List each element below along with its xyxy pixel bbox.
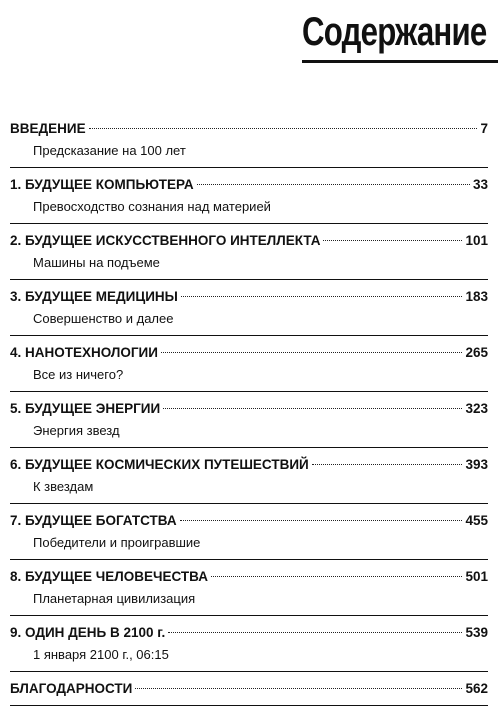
table-of-contents bbox=[10, 118, 488, 712]
toc-page-number: 183 bbox=[465, 289, 488, 304]
toc-entry-title: 9. ОДИН ДЕНЬ В 2100 г. bbox=[10, 625, 166, 640]
toc-entry-acknowledgements[interactable] bbox=[10, 678, 488, 700]
toc-entry-chapter-3[interactable] bbox=[10, 286, 488, 330]
toc-entry-subtitle: 1 января 2100 г., 06:15 bbox=[33, 647, 169, 662]
dot-leader bbox=[211, 576, 462, 577]
toc-entry-chapter-1[interactable] bbox=[10, 174, 488, 218]
dot-leader bbox=[168, 632, 462, 633]
dot-leader bbox=[89, 128, 478, 129]
toc-page-number: 7 bbox=[480, 121, 488, 136]
dot-leader bbox=[197, 184, 470, 185]
toc-page-number: 539 bbox=[465, 625, 488, 640]
divider bbox=[10, 391, 488, 392]
divider bbox=[10, 279, 488, 280]
toc-entry-title: 2. БУДУЩЕЕ ИСКУССТВЕННОГО ИНТЕЛЛЕКТА bbox=[10, 233, 321, 248]
dot-leader bbox=[323, 240, 462, 241]
toc-entry-subtitle: К звездам bbox=[33, 479, 94, 494]
dot-leader bbox=[181, 296, 463, 297]
toc-entry-subtitle: Совершенство и далее bbox=[33, 311, 174, 326]
toc-entry-chapter-6[interactable] bbox=[10, 454, 488, 498]
toc-entry-chapter-7[interactable] bbox=[10, 510, 488, 554]
toc-page-number: 455 bbox=[465, 513, 488, 528]
divider bbox=[10, 335, 488, 336]
toc-entry-title: 8. БУДУЩЕЕ ЧЕЛОВЕЧЕСТВА bbox=[10, 569, 208, 584]
toc-page-number: 33 bbox=[472, 177, 488, 192]
dot-leader bbox=[163, 408, 462, 409]
toc-entry-title: 1. БУДУЩЕЕ КОМПЬЮТЕРА bbox=[10, 177, 194, 192]
toc-page-number: 501 bbox=[465, 569, 488, 584]
toc-entry-subtitle: Планетарная цивилизация bbox=[33, 591, 196, 606]
divider bbox=[10, 503, 488, 504]
page-header bbox=[250, 6, 486, 58]
dot-leader bbox=[312, 464, 463, 465]
toc-entry-subtitle: Превосходство сознания над материей bbox=[33, 199, 271, 214]
divider bbox=[10, 223, 488, 224]
toc-page-number: 562 bbox=[465, 681, 488, 696]
toc-entry-subtitle: Победители и проигравшие bbox=[33, 535, 201, 550]
toc-entry-introduction[interactable] bbox=[10, 118, 488, 162]
toc-entry-chapter-8[interactable] bbox=[10, 566, 488, 610]
toc-entry-subtitle: Машины на подъеме bbox=[33, 255, 160, 270]
toc-page-number: 101 bbox=[465, 233, 488, 248]
toc-page-number: 323 bbox=[465, 401, 488, 416]
dot-leader bbox=[161, 352, 463, 353]
toc-page-number: 265 bbox=[465, 345, 488, 360]
toc-entry-chapter-4[interactable] bbox=[10, 342, 488, 386]
divider bbox=[10, 671, 488, 672]
divider bbox=[10, 447, 488, 448]
toc-entry-title: ВВЕДЕНИЕ bbox=[10, 121, 86, 136]
divider bbox=[10, 705, 488, 706]
divider bbox=[10, 167, 488, 168]
dot-leader bbox=[135, 688, 462, 689]
divider bbox=[10, 559, 488, 560]
toc-entry-chapter-9[interactable] bbox=[10, 622, 488, 666]
toc-entry-subtitle: Предсказание на 100 лет bbox=[33, 143, 186, 158]
toc-entry-chapter-2[interactable] bbox=[10, 230, 488, 274]
toc-entry-chapter-5[interactable] bbox=[10, 398, 488, 442]
toc-entry-subtitle: Все из ничего? bbox=[33, 367, 124, 382]
toc-entry-title: 4. НАНОТЕХНОЛОГИИ bbox=[10, 345, 158, 360]
toc-entry-title: 6. БУДУЩЕЕ КОСМИЧЕСКИХ ПУТЕШЕСТВИЙ bbox=[10, 457, 309, 472]
divider bbox=[10, 615, 488, 616]
toc-entry-title: 5. БУДУЩЕЕ ЭНЕРГИИ bbox=[10, 401, 161, 416]
toc-entry-subtitle: Энергия звезд bbox=[33, 423, 120, 438]
dot-leader bbox=[180, 520, 463, 521]
toc-entry-title: 3. БУДУЩЕЕ МЕДИЦИНЫ bbox=[10, 289, 178, 304]
page-title: Содержание bbox=[301, 10, 486, 54]
toc-page-number: 393 bbox=[465, 457, 488, 472]
title-underline bbox=[302, 60, 498, 63]
toc-entry-title: 7. БУДУЩЕЕ БОГАТСТВА bbox=[10, 513, 177, 528]
toc-entry-title: БЛАГОДАРНОСТИ bbox=[10, 681, 133, 696]
